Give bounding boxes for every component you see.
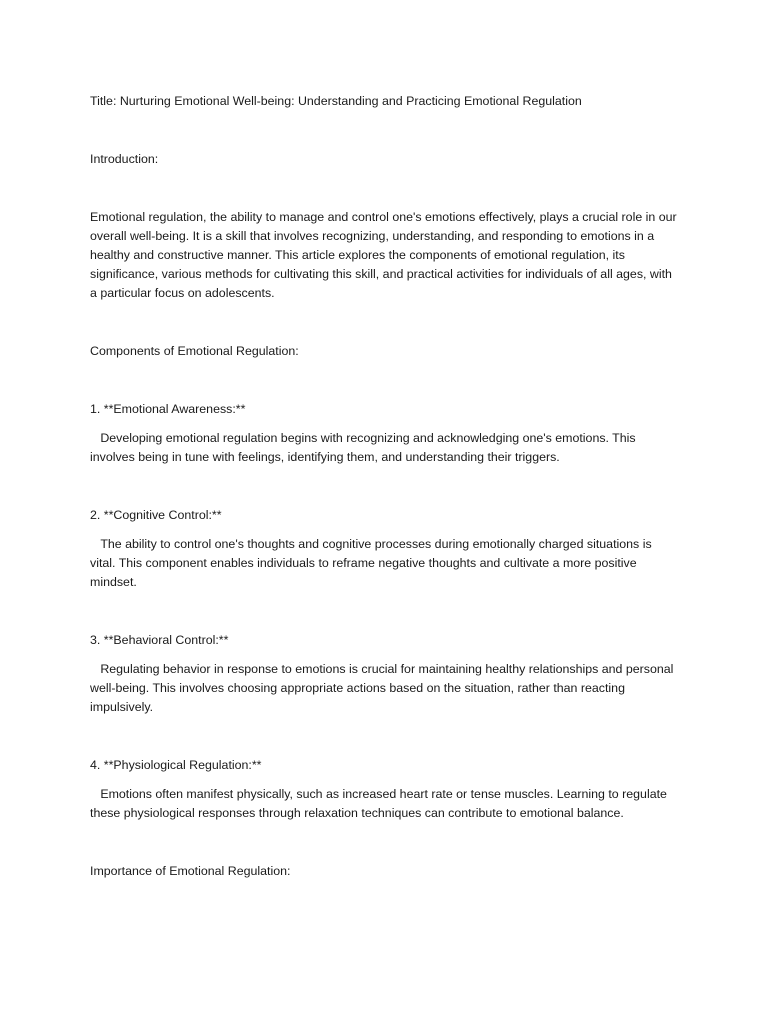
- component-heading-cognitive-control: 2. **Cognitive Control:**: [90, 508, 222, 522]
- component-text-behavioral-control: Regulating behavior in response to emotions is crucial for maintaining healthy relationships and personal well-being. This involves choosing appropriate actions based on the situation, rather than reacting impulsively.: [90, 662, 674, 714]
- component-heading-emotional-awareness: 1. **Emotional Awareness:**: [90, 402, 246, 416]
- components-heading: Components of Emotional Regulation:: [90, 344, 299, 358]
- component-text-emotional-awareness: Developing emotional regulation begins with recognizing and acknowledging one's emotions. This involves being in tune with feelings, identifying them, and understanding their triggers.: [90, 431, 636, 464]
- importance-heading: Importance of Emotional Regulation:: [90, 864, 291, 878]
- component-text-physiological-regulation: Emotions often manifest physically, such as increased heart rate or tense muscles. Learning to regulate these physiological responses through relaxation techniques can contribute to emotional balance.: [90, 787, 667, 820]
- component-text-cognitive-control: The ability to control one's thoughts and cognitive processes during emotionally charged situations is vital. This component enables individuals to reframe negative thoughts and cultivate a more positive mindset.: [90, 537, 652, 589]
- component-heading-physiological-regulation: 4. **Physiological Regulation:**: [90, 758, 262, 772]
- intro-heading: Introduction:: [90, 152, 159, 166]
- intro-paragraph: Emotional regulation, the ability to manage and control one's emotions effectively, plays a crucial role in our overall well-being. It is a skill that involves recognizing, understanding, and responding to emotions in a healthy and constructive manner. This article explores the components of emotional regulation, its significance, various methods for cultivating this skill, and practical activities for individuals of all ages, with a particular focus on adolescents.: [90, 210, 677, 300]
- document-title: Title: Nurturing Emotional Well-being: Understanding and Practicing Emotional Regulation: [90, 94, 582, 108]
- component-heading-behavioral-control: 3. **Behavioral Control:**: [90, 633, 229, 647]
